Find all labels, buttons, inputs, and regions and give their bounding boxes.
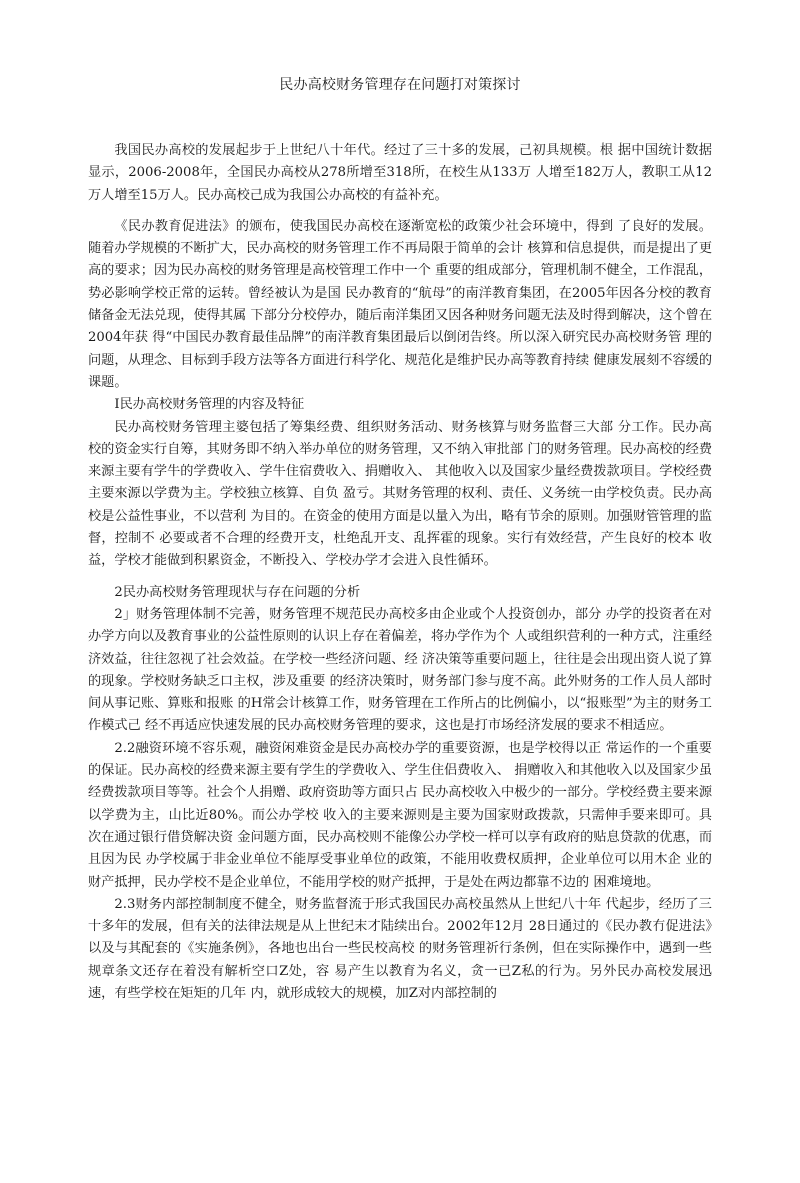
section-heading-2: 2民办高校财务管理现状与存在问题的分析	[114, 584, 361, 600]
paragraph-2-3: 2.3财务内部控制制度不健全，财务监督流于形式我国民办高校虽然从上世纪八十年 代起步，经历了三十多年的发展，但有关的法律法规是从上世纪末才陆续出台。2002年12月 28日通过的《民办教冇促进法》以及与其配套的《实施条例》，各地也出台一些民校高校 的财务管理祈行条例，但在实际操作中，遇到一些规章条文还存在着没有解析空口Z处，容 易产生以教育为名义，贪一已Z私的行为。另外民办高校发展迅速，有些学校在矩矩的几年 内，就形成较大的规模，加Z对内部控制的	[88, 896, 712, 1001]
document-body	[88, 140, 712, 1005]
document-title: 民办高校财务管理存在问题打对策探讨	[279, 77, 521, 93]
section-heading-1: I民办高校财务管理的内容及特征	[114, 397, 305, 413]
paragraph-content-features: 民办高校财务管理主婆包括了筹集经费、组织财务活动、财务核算与财务监督三大部 分工作。民办高校的资金实行自筹，其财务即不纳入举办单位的财务管理，又不纳入审批部 门的财务管理。民办高校的经费来源主要有学牛的学费收入、学牛住宿费收入、捐赠收入、 其他收入以及国家少量经费拨款项目。学校经费主要來源以学费为主。学校独立核算、自负 盈亏。其财务管理的权利、责任、义务统一由学校负责。民办高校是公益性事业，不以营利 为目的。在资金的使用方面是以量入为出，略有节余的原则。加强财管管理的监督，控制不 必要或者不合理的经费开支，杜绝乱开支、乱挥霍的现象。实行有效经营，产生良好的校本 收益，学校才能做到积累资金，不断投入、学校办学才会进入良性循环。	[88, 419, 713, 569]
paragraph-intro: 我国民办高校的发展起步于上世纪八十年代。经过了三十多的发展，己初具规模。根 据中国统计数据显示，2006-2008年，全国民办高校从278所增至318所，在校生从133万 人增至182万人，教职工从12万人增至15万人。民办高校己成为我国公办高校的有益补充。	[88, 143, 712, 203]
paragraph-2-1: 2」财务管理体制不完善，财务管理不规范民办高校多由企业或个人投资创办，部分 办学的投资者在对办学方向以及教育事业的公益性原则的认识上存在着偏差，将办学作为个 人或组织营利的一种方式，注重经济效益，往往忽视了社会效益。在学校一些经济问题、经 济决策等重要问题上，往往是会出现出资人说了算的现象。学校财务缺乏口主权，涉及重要 的经济决策时，财务部门参与度不高。此外财务的工作人员人部时间从事记账、算账和报账 的H常会计核算工作，财务管理在工作所占的比例偏小，以“报账型”为主的财务工作模式己 经不再适应快速发展的民办高校财务管理的要求，这也是打市场经济发展的要求不相适应。	[88, 606, 713, 734]
paragraph-law: 《民办教育促进法》的颁布，使我国民办高校在逐渐宽松的政策少社会环境中，得到 了良好的发展。随着办学规模的不断扩大，民办高校的财务管理工作不再局限于简单的会计 核算和信息提供，而是提出了更高的要求；因为民办高校的财务管理是高校管理工作中一个 重要的组成部分，管理机制不健全，工作混乱，势必影响学校正常的运转。曾经被认为是国 民办教育的“航母”的南洋教育集团，在2005年因各分校的教育储备金无法兑现，使得其属 下部分分校停办，随后南洋集团又因各种财务问题无法及时得到解决，这个曾在2004年获 得“中国民办教育最佳品牌”的南洋教育集团最后以倒闭告终。所以深入研究民办高校财务管 理的问题，从理念、目标到手段方法等各方面进行科学化、规范化是维护民办高等教育持续 健康发展刻不容缓的课题。	[88, 218, 713, 390]
paragraph-2-2: 2.2融资环境不容乐观，融资闲难资金是民办高校办学的重要资源，也是学校得以正 常运作的一个重要的保证。民办高校的经费来源主要有学生的学费收入、学生住侣费收入、 捐赠收入和其他收入以及国家少虽经费拨款项目等等。社会个人捐赠、政府资助等方面只占 民办高校收入中极少的一部分。学校经费主要来源以学费为主，山比近80%。而公办学校 收入的主要来源则是主要为国家财政拨款，只需伸手要来即可。具次在通过银行借贷解决资 金问题方面，民办高校则不能像公办学校一样可以享有政府的贴息贷款的优惠，而且因为民 办学校属于非金业单位不能厚受事业单位的政策，不能用收费权质押，企业单位可以用木企 业的财产抵押，民办学校不是企业单位，不能用学校的财产抵押，于是处在两边都靠不边的 困难境地。	[88, 740, 713, 890]
